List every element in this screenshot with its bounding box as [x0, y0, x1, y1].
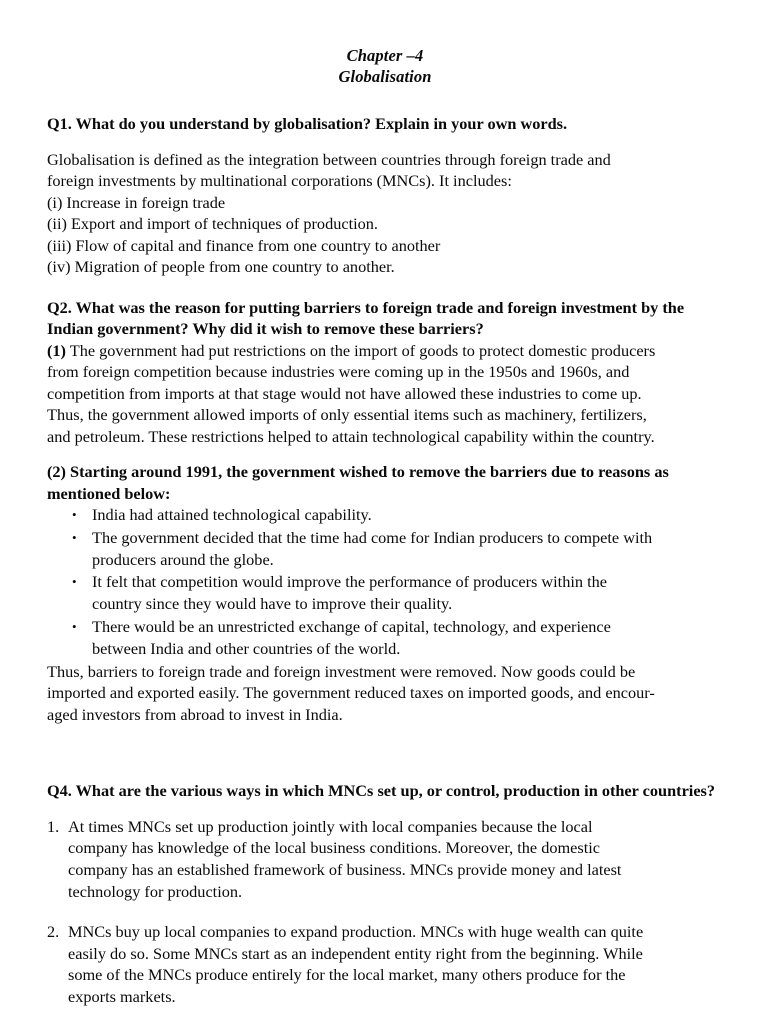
spacer	[47, 87, 723, 113]
heading-line: as mentioned below:	[47, 462, 669, 503]
point-item: (iv) Migration of people from one country to another.	[47, 257, 395, 276]
bullet-line: producers around the globe.	[92, 549, 274, 569]
list-item	[47, 616, 723, 660]
list-item	[47, 921, 723, 1008]
closing-line: imported and exported easily. The government reduced taxes on imported goods, and encour-	[47, 683, 655, 703]
heading-line: (2) Starting around 1991, the government wished to remove the barriers due to reasons	[47, 462, 651, 481]
document-content	[47, 0, 723, 1026]
closing-line: aged investors from abroad to invest in India.	[47, 704, 343, 724]
question-2-part-1	[47, 340, 723, 448]
bullet-line: country since they would have to improve their quality.	[92, 594, 453, 614]
answer-line: foreign investments by multinational corporations (MNCs). It includes:	[47, 171, 512, 190]
bullet-line: between India and other countries of the world.	[92, 638, 401, 658]
spacer	[47, 278, 723, 297]
part-1-label: (1)	[47, 340, 66, 360]
list-item-line: MNCs buy up local companies to expand production. MNCs with huge wealth can quite	[68, 921, 644, 941]
heading-line: Q4. What are the various ways in which MNCs set up, or control, production in other	[47, 781, 639, 801]
question-1-points	[47, 192, 723, 278]
heading-line: by the Indian government? Why did it wish to remove these barriers?	[47, 297, 685, 338]
chapter-title	[47, 0, 723, 87]
part-1-first-line	[47, 340, 723, 362]
part-1-line: Thus, the government allowed imports of only essential items such as machinery, fertilizers,	[47, 405, 647, 424]
spacer	[47, 802, 723, 816]
question-4-numbered-list	[47, 816, 723, 1008]
part-1-line: and petroleum. These restrictions helped to attain technological capability within the country.	[47, 426, 655, 446]
bullet-line: India had attained technological capability.	[92, 505, 372, 524]
spacer	[47, 135, 723, 149]
bullet-icon: •	[72, 529, 77, 545]
list-item-number: 2.	[47, 921, 60, 941]
list-item-line: technology for production.	[68, 881, 243, 901]
question-2-closing	[47, 661, 723, 726]
chapter-title-line-2: Globalisation	[338, 67, 432, 86]
list-item-number: 1.	[47, 816, 60, 836]
heading-line: countries?	[642, 781, 716, 801]
question-1-heading: Q1. What do you understand by globalisation? Explain in your own words.	[47, 114, 568, 133]
list-item	[47, 504, 723, 526]
point-item: (ii) Export and import of techniques of production.	[47, 214, 378, 233]
part-1-line: competition from imports at that stage would not have allowed these industries to come up.	[47, 383, 642, 403]
list-item-line: exports markets.	[68, 987, 176, 1007]
part-1-text: The government had put restrictions on the import of goods to protect domestic producers	[65, 340, 656, 360]
question-1-answer	[47, 149, 723, 192]
question-2-part-2-heading	[47, 461, 723, 504]
list-item-line: some of the MNCs produce entirely for the local market, many others produce for the	[68, 965, 626, 985]
bullet-line: The government decided that the time had come for Indian producers to compete with	[92, 527, 653, 547]
question-2-heading	[47, 297, 723, 340]
chapter-title-line-1: Chapter –4	[346, 46, 424, 65]
bullet-line: There would be an unrestricted exchange of capital, technology, and experience	[92, 616, 611, 636]
bullet-icon: •	[72, 574, 77, 590]
bullet-line: It felt that competition would improve the performance of producers within the	[92, 572, 607, 592]
heading-line: Q2. What was the reason for putting barriers to foreign trade and foreign investment	[47, 297, 638, 317]
answer-line: Globalisation is defined as the integration between countries through foreign trade and	[47, 149, 611, 169]
closing-line: Thus, barriers to foreign trade and foreign investment were removed. Now goods could be	[47, 661, 636, 681]
list-item	[47, 527, 723, 571]
list-item	[47, 816, 723, 903]
bullet-icon: •	[72, 507, 77, 522]
list-item	[47, 571, 723, 615]
point-item: (iii) Flow of capital and finance from one country to another	[47, 235, 441, 255]
spacer	[47, 725, 723, 780]
point-item: (i) Increase in foreign trade	[47, 192, 226, 212]
part-1-line: from foreign competition because industries were coming up in the 1950s and 1960s, and	[47, 362, 630, 381]
list-item-line: easily do so. Some MNCs start as an independent entity right from the beginning. While	[68, 943, 643, 963]
question-4-heading	[47, 780, 723, 802]
spacer	[47, 447, 723, 461]
list-item-line: At times MNCs set up production jointly with local companies because the local	[68, 816, 593, 836]
list-item-line: company has knowledge of the local business conditions. Moreover, the domestic	[68, 838, 600, 858]
bullet-icon: •	[72, 618, 77, 634]
list-item-line: company has an established framework of business. MNCs provide money and latest	[68, 860, 622, 880]
question-2-bullet-list	[47, 504, 723, 660]
